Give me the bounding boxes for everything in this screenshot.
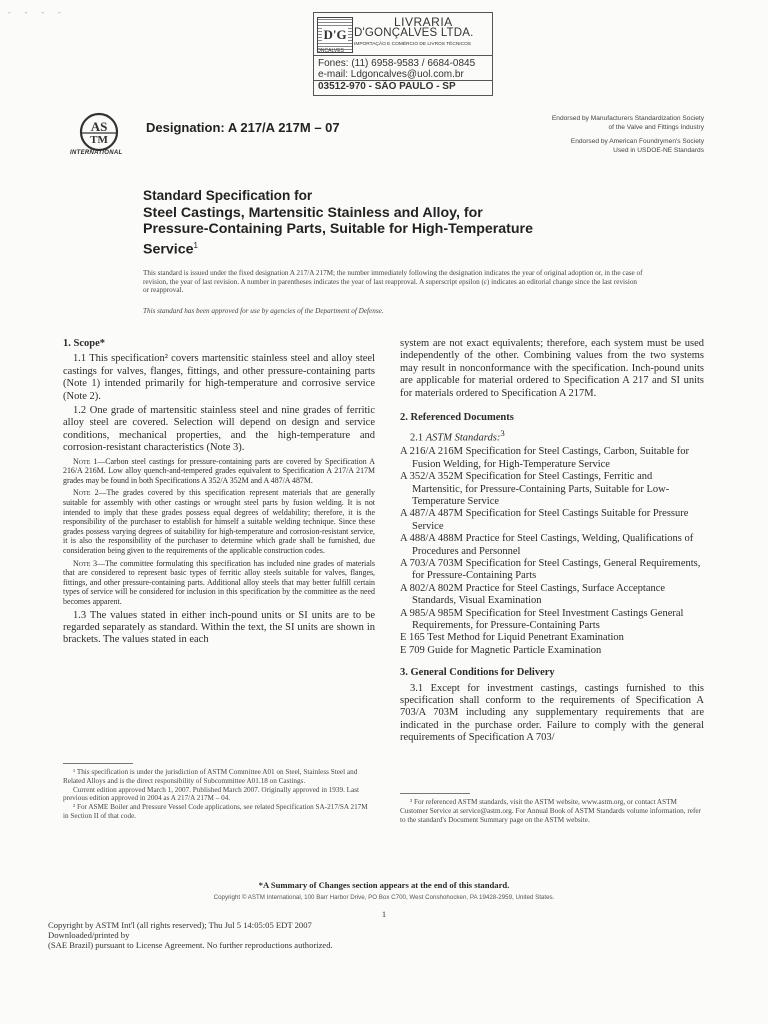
title-line1: Standard Specification for: [143, 188, 313, 203]
scope-heading: 1. Scope*: [63, 338, 105, 349]
note-2-label: Note 2: [73, 488, 99, 498]
endorse1-line2: of the Valve and Fittings Industry: [608, 123, 704, 131]
sub-number: 2.1: [410, 432, 424, 444]
document-title: [143, 188, 623, 258]
note-3-text: —The committee formulating this specification has included nine grades of materials that are considered to represent basic types of ferritic alloy steels suitable for valves, flanges, fittings, and other pressure-containing parts. Additional alloy steels that may better fulfill certain types of service will be considered for inclusion in this specification by the committee as the need becomes apparent.: [63, 558, 376, 606]
svg-text:TM: TM: [90, 134, 108, 146]
reference-item: A 352/A 352M Specification for Steel Castings, Ferritic and Martensitic, for Pressure-Containing Parts, Suitable for Low-Temperature Service: [400, 471, 670, 507]
footnote-3: ³ For referenced ASTM standards, visit the ASTM website, www.astm.org, or contact ASTM Customer Service at service@astm.org. For Annual Book of ASTM Standards volume information, refer to the standard's Document Summary page on the ASTM website.: [400, 798, 701, 824]
bookseller-stamp: [313, 12, 493, 96]
para-1-1: 1.1 This specification² covers martensitic stainless steel and alloy steel castings for valves, flanges, fittings, and other pressure-containing parts (Note 1) intended primarily for high-temperature and corrosive service (Note 2).: [63, 353, 375, 402]
reference-list: [400, 446, 704, 657]
license-footer: [48, 920, 333, 951]
para-1-3-continued: system are not exact equivalents; therefore, each system must be used independently of the other. Combining values from the two systems may result in nonconformance with the specification. Inch-pound units are applicable for material ordered to Specification A 217 and SI units for materials ordered to Specification A 217M.: [400, 338, 704, 399]
reference-item: E 709 Guide for Magnetic Particle Examination: [400, 644, 602, 656]
note-1: [63, 457, 375, 486]
footnote-1-edition: Current edition approved March 1, 2007. Published March 2007. Originally approved in 1939. Last previous edition approved in 2004 as A 217/A 217M – 04.: [63, 785, 360, 803]
summary-of-changes-note: *A Summary of Changes section appears at the end of this standard.: [258, 880, 510, 890]
reference-item: A 703/A 703M Specification for Steel Castings, General Requirements, for Pressure-Containing Parts: [400, 558, 701, 582]
reference-item: A 487/A 487M Specification for Steel Castings Suitable for Pressure Service: [400, 508, 689, 532]
note-1-text: —Carbon steel castings for pressure-containing parts are covered by Specification A 216/A 216M. Low alloy quench-and-tempered grades equivalent to Specification A 217/A 217M grades may be found in both Specifications A 352/A 352M and A 487/A 487M.: [63, 456, 375, 485]
reference-item: A 802/A 802M Practice for Steel Castings, Surface Acceptance Standards, Visual Examination: [400, 582, 666, 607]
stamp-logo-small: ONÇALVES: [317, 48, 344, 54]
note-3-label: Note 3: [73, 558, 98, 568]
para-3-1: 3.1 Except for investment castings, castings furnished to this specification shall conform to the requirements of Specification A 703/A 703M including any supplementary requirements that are indicated in the purchase order. Failure to comply with the general requirements of Specification A 703/: [400, 682, 704, 744]
stamp-phones: Fones: (11) 6958-9583 / 6684-0845: [318, 58, 476, 69]
title-line4: Service: [143, 241, 194, 258]
right-column: [400, 338, 704, 747]
license-line3: (SAE Brazil) pursuant to License Agreement. No further reproductions authorized.: [48, 940, 333, 951]
para-1-2: 1.2 One grade of martensitic stainless steel and nine grades of ferritic alloy steel are covered. Selection will depend on design and service conditions, mechanical properties, and the high-temperature and corrosion-resistant characteristics (Note 3).: [63, 405, 375, 454]
note-2: [63, 488, 375, 555]
astm-standards-subheading: [410, 427, 704, 445]
para-1-3: 1.3 The values stated in either inch-pound units or SI units are to be regarded separately as standard. Within the text, the SI units are shown in brackets. The values stated in each: [63, 609, 375, 646]
note-2-text: —The grades covered by this specification represent materials that are generally suitable for assembly with other castings or wrought steel parts by fusion welding. It is not intended to imply that these grades possess equal degrees of weldability; therefore, it is the responsibility of the purchaser to establish for himself a suitable welding technique. Since these grades possess varying degrees of suitability for high-temperature and corrosion-resistant service, it is also the responsibility of the purchaser to determine which grade shall be furnished, due consideration being given to the requirements of the applicable construction codes.: [63, 488, 375, 555]
dod-approval-note: This standard has been approved for use by agencies of the Department of Defense.: [143, 307, 384, 315]
footnote-1: ¹ This specification is under the jurisdiction of ASTM Committee A01 on Steel, Stainless Steel and Related Alloys and is the direct responsibility of Subcommittee A01.18 on Castings.: [63, 768, 358, 785]
stamp-subtitle: IMPORTAÇÃO E COMÉRCIO DE LIVROS TÉCNICOS: [354, 42, 472, 47]
license-line2: Downloaded/printed by: [48, 930, 130, 941]
endorse2-line2: Used in USDOE-NE Standards: [613, 146, 704, 154]
left-column: [63, 338, 375, 649]
reference-item: A 488/A 488M Practice for Steel Castings, Welding, Qualifications of Procedures and Personnel: [400, 533, 694, 557]
referenced-documents-heading: 2. Referenced Documents: [400, 412, 514, 424]
endorse2-line1: Endorsed by American Foundrymen's Society: [570, 138, 704, 145]
copyright-line: Copyright © ASTM International, 100 Barr Harbor Drive, PO Box C700, West Conshohocken, PA 19428-2959, United States.: [213, 894, 555, 901]
reference-item: E 165 Test Method for Liquid Penetrant Examination: [400, 632, 624, 644]
license-line1: Copyright by ASTM Int'l (all rights reserved); Thu Jul 5 14:05:05 EDT 2007: [48, 920, 312, 930]
note-1-label: Note 1: [73, 456, 98, 466]
sub-label: ASTM Standards:: [425, 432, 501, 444]
scan-marks: - - - -: [8, 8, 67, 17]
footnote-2: ² For ASME Boiler and Pressure Vessel Code applications, see related Specification SA-217/SA 217M in Section II of that code.: [63, 803, 368, 820]
title-line3: Pressure-Containing Parts, Suitable for High-Temperature: [143, 221, 533, 237]
endorsements: [552, 115, 704, 161]
stamp-logo: D'G: [317, 17, 353, 53]
stamp-address: 03512-970 - SÃO PAULO - SP: [314, 80, 492, 92]
footnotes-left: [63, 768, 375, 821]
issuance-note: This standard is issued under the fixed designation A 217/A 217M; the number immediately following the designation indicates the year of original adoption or, in the case of revision, the year of last revision. A number in parentheses indicates the year of last reapproval. A superscript epsilon (ε) indicates an editorial change since the last revision or reapproval.: [143, 269, 643, 295]
sub-footnote-mark: 3: [500, 428, 505, 439]
footnote-rule-left: [63, 763, 133, 764]
stamp-name-line2: D'GONÇALVES LTDA.: [354, 27, 474, 39]
general-conditions-heading: 3. General Conditions for Delivery: [400, 667, 555, 679]
reference-item: A 216/A 216M Specification for Steel Castings, Carbon, Suitable for Fusion Welding, for High-Temperature Service: [400, 446, 690, 470]
endorse1-line1: Endorsed by Manufacturers Standardization Society: [551, 115, 704, 122]
designation: Designation: A 217/A 217M – 07: [146, 120, 340, 135]
svg-text:AS: AS: [90, 119, 108, 134]
title-footnote-mark: 1: [193, 240, 198, 250]
page-number: 1: [382, 910, 386, 919]
title-line2: Steel Castings, Martensitic Stainless and Alloy, for: [143, 204, 483, 221]
note-3: [63, 559, 375, 607]
footnote-rule-right: [400, 793, 470, 794]
astm-logo-label: INTERNATIONAL: [70, 150, 123, 156]
reference-item: A 985/A 985M Specification for Steel Investment Castings General Requirements, for Pressure-Containing Parts: [400, 607, 684, 632]
stamp-email: e-mail: Ldgoncalves@uol.com.br: [318, 69, 464, 80]
stamp-name-line1: LIVRARIA: [394, 15, 453, 29]
